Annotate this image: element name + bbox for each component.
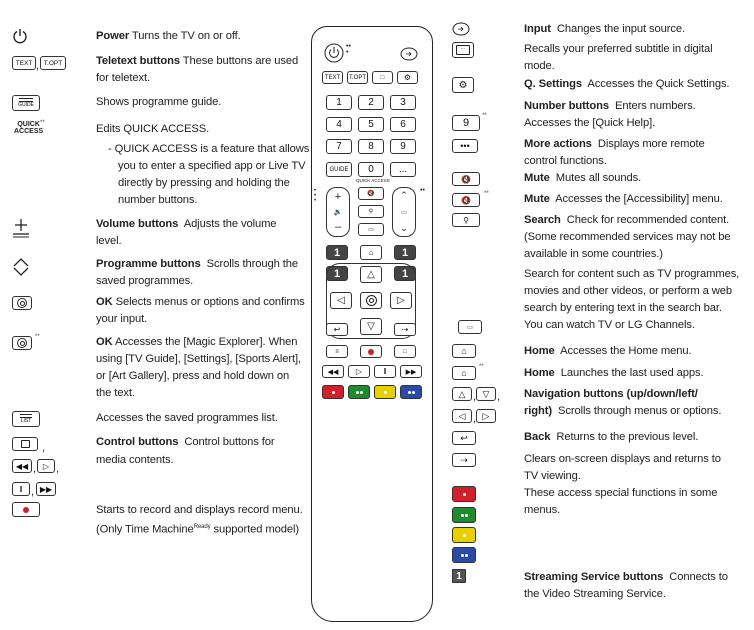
- remote-left-button[interactable]: ◁: [330, 292, 352, 309]
- remote-down-button[interactable]: ▽: [360, 318, 382, 335]
- qsettings-desc: Q. Settings Accesses the Quick Settings.: [524, 78, 730, 90]
- programme-desc: Programme buttons Scrolls through the: [96, 258, 299, 270]
- remote-settings-button[interactable]: ⚙: [397, 71, 418, 84]
- remote-blue-button[interactable]: [400, 385, 422, 399]
- remote-streaming-button[interactable]: 1: [326, 266, 348, 281]
- search-desc: Search for content such as TV programmes,: [524, 268, 740, 280]
- home-desc: Home Accesses the Home menu.: [524, 345, 692, 357]
- mic-dots: •• •: [346, 43, 351, 56]
- remote-exit-button[interactable]: ⇢: [394, 323, 416, 336]
- remote-number-4[interactable]: 4: [326, 117, 352, 132]
- streaming-desc2: the Video Streaming Service.: [524, 588, 666, 600]
- topt-button-icon: T.OPT: [40, 56, 66, 70]
- remote-text-button[interactable]: TEXT: [322, 71, 343, 84]
- control-desc2: media contents.: [96, 454, 174, 466]
- comma: ,: [473, 413, 477, 425]
- remote-tv-button[interactable]: ▭: [358, 223, 384, 236]
- remote-number-5[interactable]: 5: [358, 117, 384, 132]
- remote-number-6[interactable]: 6: [390, 117, 416, 132]
- remote-volume-rocker[interactable]: + 🔉 –: [326, 187, 350, 237]
- exit-desc: Clears on-screen displays and returns to: [524, 453, 721, 465]
- remote-right-button[interactable]: ▷: [390, 292, 412, 309]
- remote-list-button[interactable]: ≡: [326, 345, 348, 358]
- red-button-icon: [452, 486, 476, 502]
- remote-number-1[interactable]: 1: [326, 95, 352, 110]
- remote-back-button[interactable]: ↩: [326, 323, 348, 336]
- remote-green-button[interactable]: [348, 385, 370, 399]
- programme-icon: [12, 257, 30, 277]
- remote-control: [311, 26, 433, 622]
- comma: ,: [497, 391, 501, 403]
- tv-icon: ▭: [458, 320, 482, 334]
- remote-fast-forward-button[interactable]: ▶▶: [400, 365, 422, 378]
- colors-desc2: menus.: [524, 504, 561, 516]
- mute-icon: 🔇: [452, 193, 480, 207]
- text-button-icon: TEXT: [12, 56, 36, 70]
- sup-mark: **: [484, 191, 489, 197]
- remote-programme-rocker[interactable]: ⌃ ▭ ⌄: [392, 187, 416, 237]
- more-desc2: control functions.: [524, 155, 607, 167]
- search-icon: ⚲: [452, 213, 480, 227]
- input-icon: [452, 22, 470, 36]
- home-icon: ⌂: [452, 366, 476, 380]
- teletext-desc2: for teletext.: [96, 72, 151, 84]
- yellow-button-icon: [452, 527, 476, 543]
- blue-button-icon: [452, 547, 476, 563]
- remote-power-button[interactable]: [324, 43, 344, 63]
- list-desc: Accesses the saved programmes list.: [96, 412, 278, 424]
- number-desc2: Accesses the [Quick Help].: [524, 117, 656, 129]
- remote-mute-button[interactable]: 🔇: [358, 187, 384, 200]
- search-desc: available in some countries.): [524, 248, 663, 260]
- remote-guide-button[interactable]: GUIDE: [326, 162, 352, 177]
- quick-access-sub: you to enter a specified app or Live TV: [118, 160, 306, 172]
- remote-topt-button[interactable]: T.OPT: [347, 71, 368, 84]
- mute-desc: Mute Mutes all sounds.: [524, 172, 642, 184]
- programme-desc2: saved programmes.: [96, 275, 194, 287]
- quick-access-sub: number buttons.: [118, 194, 198, 206]
- settings-gear-icon: ⚙: [452, 77, 474, 93]
- comma: ,: [473, 391, 477, 403]
- volume-icon: [12, 218, 30, 238]
- number-desc: Number buttons Enters numbers.: [524, 100, 696, 112]
- teletext-desc: Teletext buttons These buttons are used: [96, 55, 299, 67]
- mic-dots: • • •: [314, 188, 317, 204]
- remote-stop-button[interactable]: □: [394, 345, 416, 358]
- comma: ,: [31, 486, 35, 498]
- record-icon: [12, 502, 40, 517]
- ok2-desc: OK Accesses the [Magic Explorer]. When: [96, 336, 298, 348]
- more-actions-icon: •••: [452, 139, 478, 153]
- remote-input-button[interactable]: [400, 47, 418, 61]
- sup-mark: **: [482, 113, 487, 119]
- more-desc: More actions Displays more remote: [524, 138, 705, 150]
- remote-red-button[interactable]: [322, 385, 344, 399]
- ok2-desc: the text.: [96, 387, 135, 399]
- remote-quick-access-label: QUICK ACCESS: [356, 178, 390, 183]
- sup-mark: **: [479, 364, 484, 370]
- remote-ok-button[interactable]: [360, 292, 382, 309]
- remote-number-7[interactable]: 7: [326, 139, 352, 154]
- exit-desc2: TV viewing.: [524, 470, 581, 482]
- mute-icon: 🔇: [452, 172, 480, 186]
- remote-search-button[interactable]: ⚲: [358, 205, 384, 218]
- guide-desc: Shows programme guide.: [96, 96, 222, 108]
- remote-subtitle-button[interactable]: □: [372, 71, 393, 84]
- mute2-desc: Mute Accesses the [Accessibility] menu.: [524, 193, 723, 205]
- remote-number-0[interactable]: 0: [358, 162, 384, 177]
- nav-desc2: right) Scrolls through menus or options.: [524, 405, 722, 417]
- search-desc: search by entering text in the search bar.: [524, 302, 722, 314]
- nav-up-icon: △: [452, 387, 472, 401]
- remote-number-3[interactable]: 3: [390, 95, 416, 110]
- search-desc: You can watch TV or LG Channels.: [524, 319, 695, 331]
- remote-streaming-button[interactable]: 1: [394, 245, 416, 260]
- search-desc: movies and other videos, or perform a web: [524, 285, 732, 297]
- list-icon: LIST: [12, 411, 40, 427]
- search-desc: Search Check for recommended content.: [524, 214, 730, 226]
- subtitle-desc2: mode.: [524, 60, 555, 72]
- home2-desc: Home Launches the last used apps.: [524, 367, 704, 379]
- exit-icon: ⇢: [452, 453, 476, 467]
- volume-desc: Volume buttons Adjusts the volume: [96, 218, 277, 230]
- remote-streaming-button[interactable]: 1: [394, 266, 416, 281]
- comma: ,: [42, 442, 46, 454]
- ok-desc2: your input.: [96, 313, 148, 325]
- comma: ,: [36, 60, 40, 72]
- rewind-icon: ◀◀: [12, 459, 32, 473]
- green-button-icon: [452, 507, 476, 523]
- ok-desc: OK Selects menus or options and confirms: [96, 296, 305, 308]
- record-desc: Starts to record and displays record menu.: [96, 504, 303, 516]
- remote-number-9[interactable]: 9: [390, 139, 416, 154]
- remote-streaming-button[interactable]: 1: [326, 245, 348, 260]
- pause-icon: ‖: [12, 482, 30, 496]
- ok2-desc: or [Art Gallery], press and hold down on: [96, 370, 290, 382]
- remote-number-8[interactable]: 8: [358, 139, 384, 154]
- subtitle-desc: Recalls your preferred subtitle in digital: [524, 43, 713, 55]
- power-icon: [12, 28, 28, 44]
- quick-access-sub: - QUICK ACCESS is a feature that allows: [108, 143, 310, 155]
- streaming-icon: 1: [452, 569, 466, 583]
- nav-down-icon: ▽: [476, 387, 496, 401]
- quick-access-sub: directly by pressing and holding the: [118, 177, 290, 189]
- quick-access-desc: Edits QUICK ACCESS.: [96, 123, 210, 135]
- back-desc: Back Returns to the previous level.: [524, 431, 699, 443]
- record-desc2: (Only Time Machine$^{Ready}$ supported model): [96, 523, 300, 536]
- remote-play-button[interactable]: ▷: [348, 365, 370, 378]
- ok-icon: [12, 336, 32, 350]
- nav-left-icon: ◁: [452, 409, 472, 423]
- volume-desc2: level.: [96, 235, 122, 247]
- nav-desc: Navigation buttons (up/down/left/: [524, 388, 698, 400]
- remote-yellow-button[interactable]: [374, 385, 396, 399]
- play-icon: ▷: [37, 459, 55, 473]
- power-desc: Power Turns the TV on or off.: [96, 30, 241, 42]
- remote-more-button[interactable]: ...: [390, 162, 416, 177]
- guide-icon: GUIDE: [12, 95, 40, 111]
- sup-mark: **: [35, 334, 40, 340]
- remote-number-2[interactable]: 2: [358, 95, 384, 110]
- sup-mark: **: [40, 120, 45, 126]
- fast-forward-icon: ▶▶: [36, 482, 56, 496]
- remote-rewind-button[interactable]: ◀◀: [322, 365, 344, 378]
- search-desc: (Some recommended services may not be: [524, 231, 731, 243]
- remote-pause-button[interactable]: ‖: [374, 365, 396, 378]
- quick-access-icon: QUICK ACCESS: [14, 121, 44, 135]
- mic-dots: ••: [420, 187, 425, 194]
- stop-icon: [12, 437, 38, 451]
- comma: ,: [56, 463, 60, 475]
- ok-icon: [12, 296, 32, 310]
- back-icon: ↩: [452, 431, 476, 445]
- remote-record-button[interactable]: [360, 345, 382, 358]
- input-desc: Input Changes the input source.: [524, 23, 685, 35]
- number-9-icon: 9: [452, 115, 480, 131]
- control-desc: Control buttons Control buttons for: [96, 436, 275, 448]
- ok2-desc: using [TV Guide], [Settings], [Sports Alert],: [96, 353, 302, 365]
- remote-home-button[interactable]: ⌂: [360, 245, 382, 260]
- comma: ,: [33, 463, 37, 475]
- colors-desc: These access special functions in some: [524, 487, 718, 499]
- nav-right-icon: ▷: [476, 409, 496, 423]
- streaming-desc: Streaming Service buttons Connects to: [524, 571, 728, 583]
- home-icon: ⌂: [452, 344, 476, 358]
- subtitle-icon: ...: [452, 42, 474, 58]
- remote-up-button[interactable]: △: [360, 266, 382, 283]
